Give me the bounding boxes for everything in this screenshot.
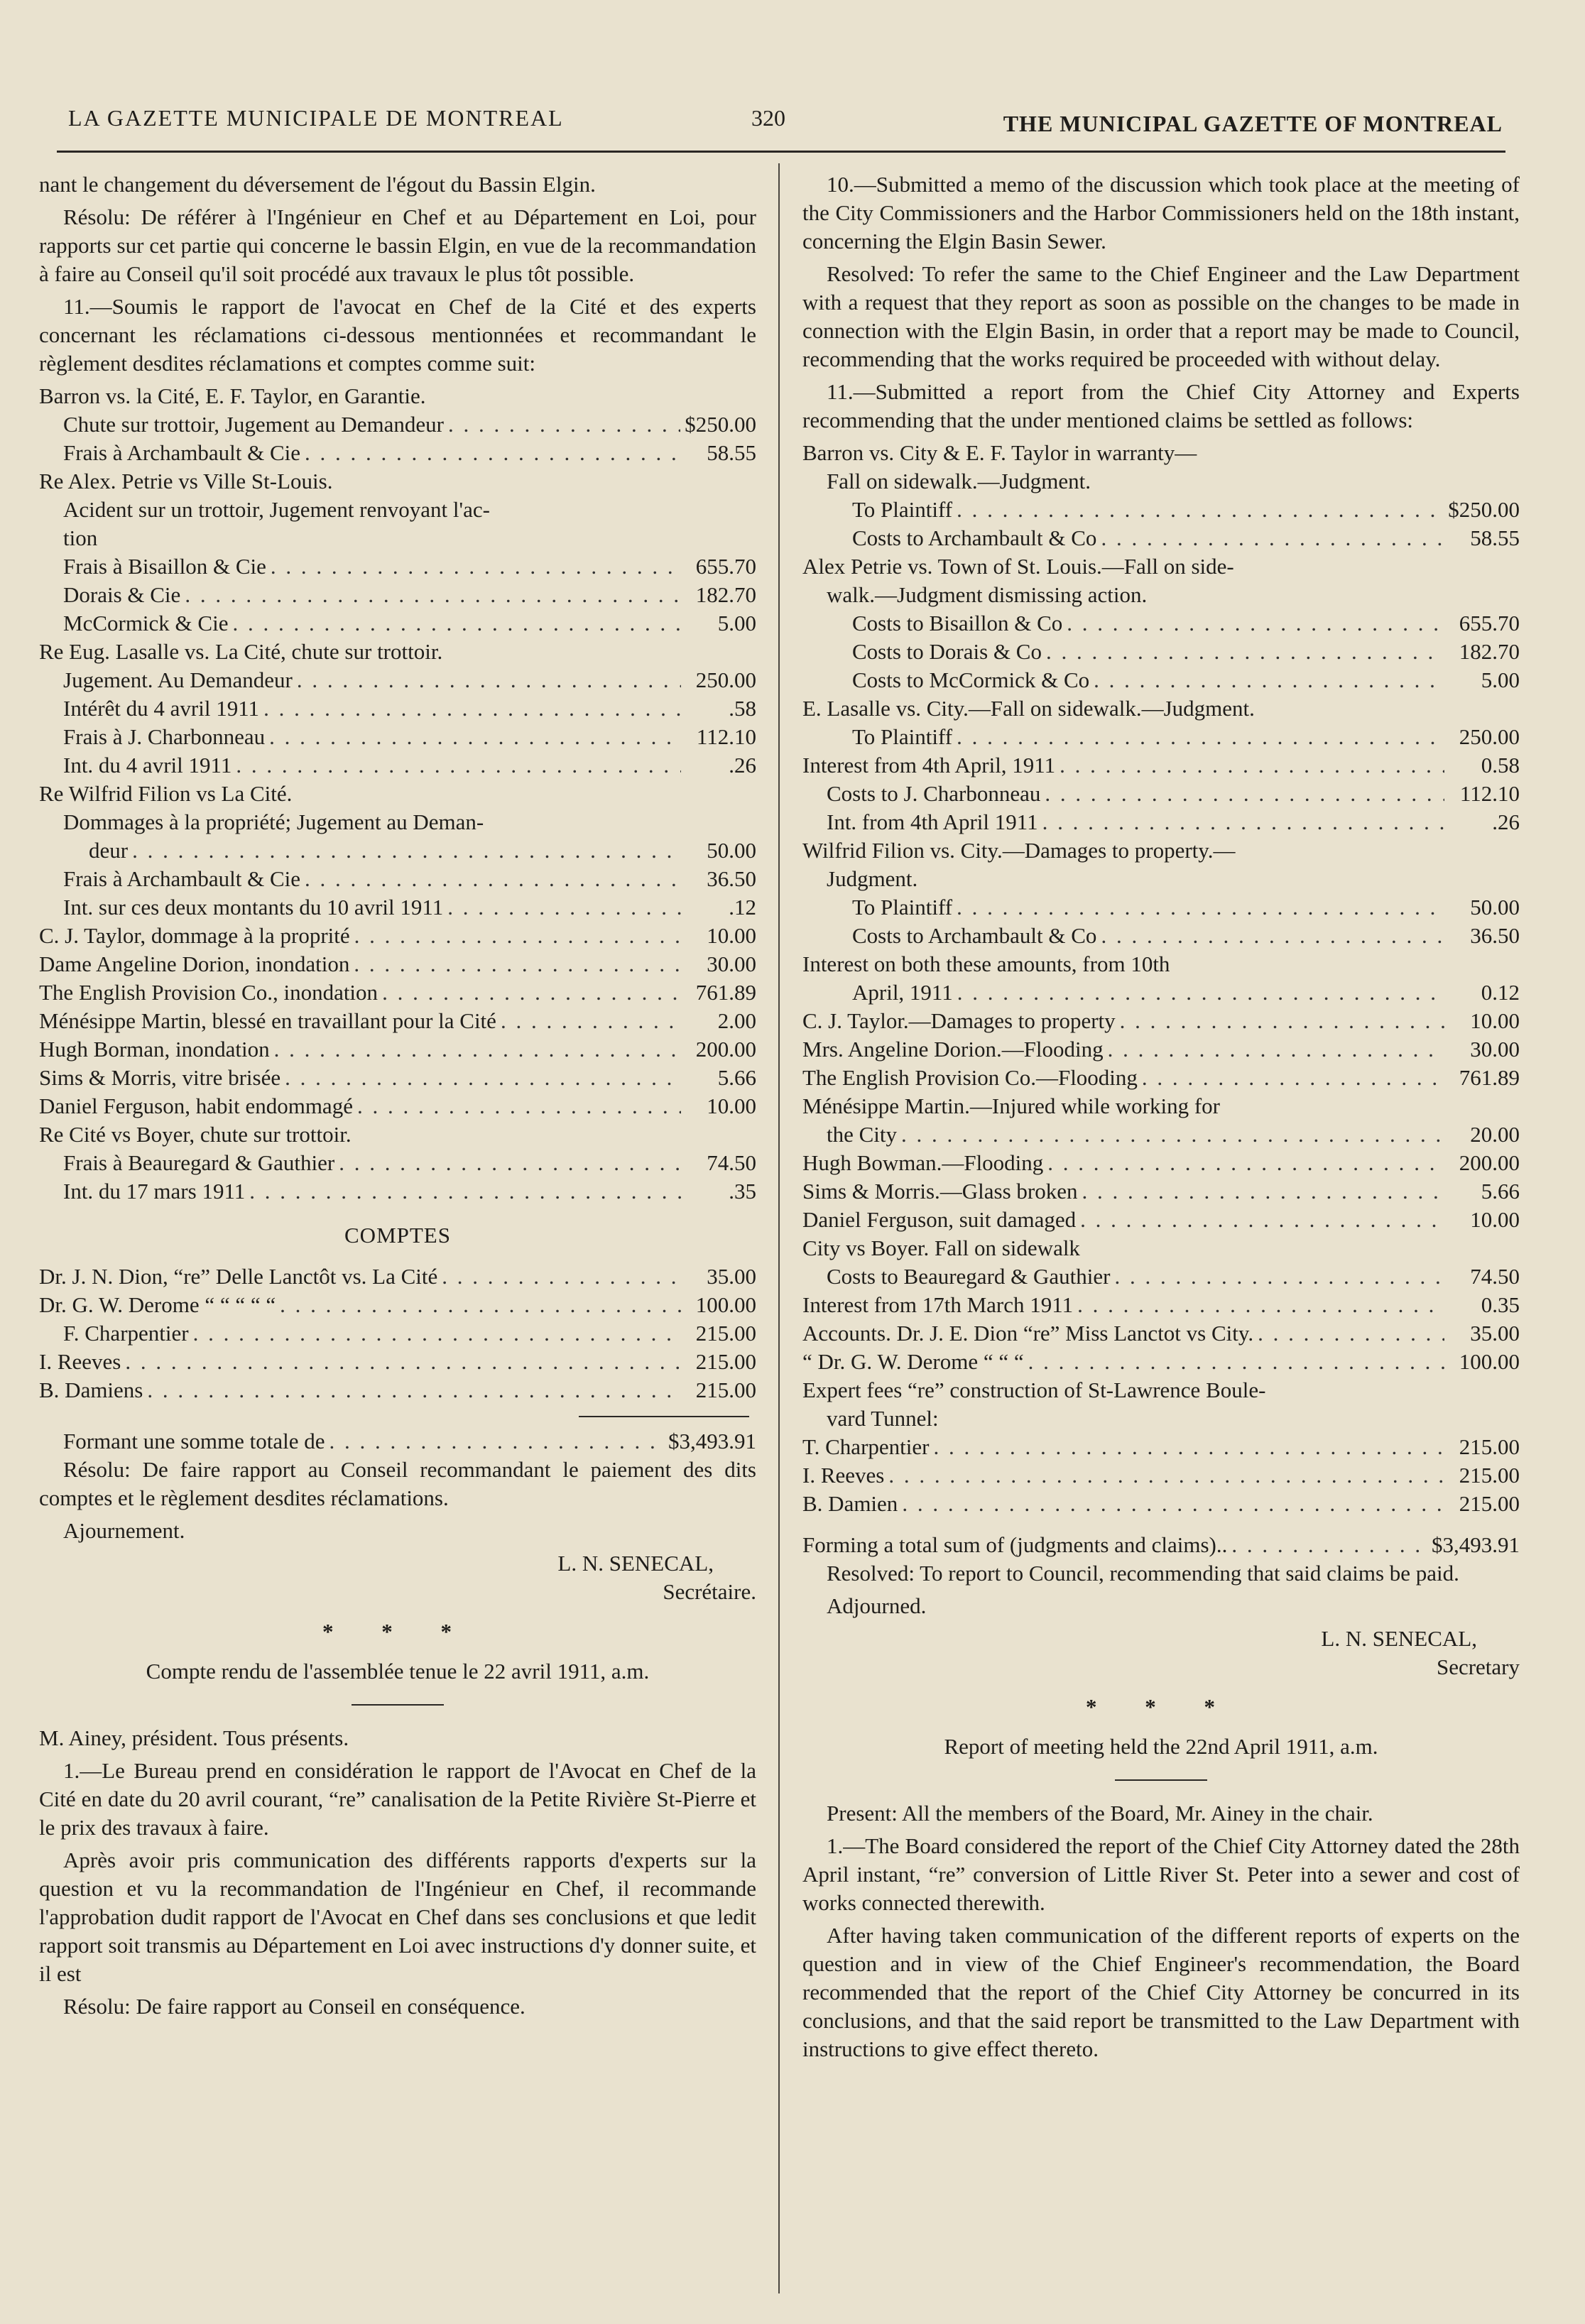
column-divider	[778, 163, 780, 2293]
claim-line: Sims & Morris.—Glass broken . . . 5.66	[802, 1177, 1520, 1206]
claim-line: Chute sur trottoir, Jugement au Demandeur . . . $250.00	[39, 410, 756, 439]
case-heading: Wilfrid Filion vs. City.—Damages to property.—	[802, 838, 1236, 863]
paragraph: 1.—The Board considered the report of the Chief City Attorney dated the 28th April instant, “re” conversion of Little River St. Peter into a sewer and cost of works connected therewith.	[802, 1833, 1520, 1915]
case-text: Fall on sidewalk.—Judgment.	[827, 469, 1091, 493]
total-line: Forming a total sum of (judgments and claims).. . . . $3,493.91	[802, 1531, 1520, 1559]
paragraph: 10.—Submitted a memo of the discussion which took place at the meeting of the City Commissioners and the Harbor Commissioners held on the 18th instant, concerning the Elgin Basin Sewer.	[802, 172, 1520, 253]
claim-line: C. J. Taylor, dommage à la proprité . . . 10.00	[39, 922, 756, 950]
claim-line: Sims & Morris, vitre brisée . . . 5.66	[39, 1064, 756, 1092]
case-text: vard Tunnel:	[827, 1406, 939, 1431]
signature-name: L. N. SENECAL,	[1321, 1626, 1477, 1651]
account-line: Accounts. Dr. J. E. Dion “re” Miss Lanctot vs City. . . . 35.00	[802, 1319, 1520, 1348]
claim-line: deur . . . 50.00	[39, 836, 756, 865]
account-line: T. Charpentier . . . 215.00	[802, 1433, 1520, 1461]
claim-line: Costs to Archambault & Co . . . 36.50	[802, 922, 1520, 950]
case-text: Ménésippe Martin.—Injured while working for	[802, 1093, 1221, 1118]
section-title: COMPTES	[344, 1223, 451, 1248]
claim-line: Dorais & Cie . . . 182.70	[39, 581, 756, 609]
case-text: walk.—Judgment dismissing action.	[827, 582, 1148, 607]
claim-line: Ménésippe Martin, blessé en travaillant pour la Cité . . . 2.00	[39, 1007, 756, 1035]
claim-line: Frais à Beauregard & Gauthier . . . 74.50	[39, 1149, 756, 1177]
paragraph: Après avoir pris communication des différents rapports d'experts sur la question et vu la recommandation de l'Ingénieur en Chef, il recommande l'approbation dudit rapport de l'Avocat en Chef dans ses conclusions et que ledit rapport soit transmis au Département en Loi avec instructions d'y donner suite, et il est	[39, 1848, 756, 1986]
case-text: Dommages à la propriété; Jugement au Deman-	[63, 809, 484, 834]
claim-line: Int. from 4th April 1911 . . . .26	[802, 808, 1520, 836]
page-header	[68, 98, 1503, 141]
case-heading: Barron vs. City & E. F. Taylor in warranty—	[802, 440, 1197, 465]
case-heading: E. Lasalle vs. City.—Fall on sidewalk.—Judgment.	[802, 696, 1255, 721]
account-line: B. Damiens . . . 215.00	[39, 1376, 756, 1404]
claim-line: To Plaintiff . . . 50.00	[802, 893, 1520, 922]
header-french-title: LA GAZETTE MUNICIPALE DE MONTREAL	[68, 105, 564, 131]
case-text: Interest on both these amounts, from 10th	[802, 951, 1170, 976]
account-line: “ Dr. G. W. Derome “ “ “ . . . 100.00	[802, 1348, 1520, 1376]
total-line: Formant une somme totale de . . . $3,493.91	[39, 1427, 756, 1456]
claim-line: Intérêt du 4 avril 1911 . . . .58	[39, 694, 756, 723]
french-column	[39, 170, 756, 2025]
case-heading: Re Alex. Petrie vs Ville St-Louis.	[39, 469, 333, 493]
paragraph: Ajournement.	[63, 1518, 185, 1543]
claim-line: The English Provision Co., inondation . . . 761.89	[39, 978, 756, 1007]
claim-line: Costs to McCormick & Co . . . 5.00	[802, 666, 1520, 694]
paragraph: M. Ainey, président. Tous présents.	[39, 1725, 349, 1750]
claim-line: C. J. Taylor.—Damages to property . . . 10.00	[802, 1007, 1520, 1035]
claim-line: Daniel Ferguson, suit damaged . . . 10.00	[802, 1206, 1520, 1234]
claim-line: Int. du 17 mars 1911 . . . .35	[39, 1177, 756, 1206]
account-line: I. Reeves . . . 215.00	[802, 1461, 1520, 1490]
claim-line: the City . . . 20.00	[802, 1120, 1520, 1149]
claim-line: Jugement. Au Demandeur . . . 250.00	[39, 666, 756, 694]
claim-line: Interest from 4th April, 1911 . . . 0.58	[802, 751, 1520, 780]
claim-line: The English Provision Co.—Flooding . . . 761.89	[802, 1064, 1520, 1092]
paragraph: Résolu: De faire rapport au Conseil recommandant le paiement des dits comptes et le règlement desdites réclamations.	[39, 1457, 756, 1510]
separator-stars: * * *	[322, 1619, 473, 1644]
claim-line: Daniel Ferguson, habit endommagé . . . 10.00	[39, 1092, 756, 1120]
case-heading: Barron vs. la Cité, E. F. Taylor, en Garantie.	[39, 383, 426, 408]
short-rule	[1115, 1779, 1207, 1781]
paragraph: 11.—Soumis le rapport de l'avocat en Chef de la Cité et des experts concernant les réclamations ci-dessous mentionnées et recommandant le règlement desdites réclamations et comptes comme suit:	[39, 294, 756, 376]
report-title: Compte rendu de l'assemblée tenue le 22 avril 1911, a.m.	[146, 1659, 650, 1684]
account-line: F. Charpentier . . . 215.00	[39, 1319, 756, 1348]
total-rule	[579, 1416, 749, 1417]
page-number: 320	[751, 105, 785, 131]
claim-line: Interest from 17th March 1911 . . . 0.35	[802, 1291, 1520, 1319]
claim-line: McCormick & Cie . . . 5.00	[39, 609, 756, 638]
short-rule	[352, 1704, 444, 1706]
claim-line: Hugh Borman, inondation . . . 200.00	[39, 1035, 756, 1064]
case-text: Acident sur un trottoir, Jugement renvoyant l'ac-	[63, 497, 490, 522]
signature-title: Secretary	[1436, 1654, 1520, 1679]
claim-line: To Plaintiff . . . $250.00	[802, 496, 1520, 524]
separator-stars: * * *	[1086, 1694, 1236, 1719]
case-text: tion	[63, 525, 98, 550]
paragraph: Adjourned.	[827, 1593, 927, 1618]
account-line: Dr. G. W. Derome “ “ “ “ “ . . . 100.00	[39, 1291, 756, 1319]
paragraph: Résolu: De référer à l'Ingénieur en Chef et au Département en Loi, pour rapports sur cet partie qui concerne le bassin Elgin, en vue de la recommandation à faire au Conseil qu'il soit procédé aux travaux le plus tôt possible.	[39, 204, 756, 286]
account-line: B. Damien . . . 215.00	[802, 1490, 1520, 1518]
claim-line: Frais à Archambault & Cie . . . 36.50	[39, 865, 756, 893]
case-heading: Re Wilfrid Filion vs La Cité.	[39, 781, 293, 806]
case-heading: Alex Petrie vs. Town of St. Louis.—Fall on side-	[802, 554, 1234, 579]
paragraph: Present: All the members of the Board, Mr. Ainey in the chair.	[827, 1801, 1373, 1826]
report-title: Report of meeting held the 22nd April 1911, a.m.	[944, 1734, 1378, 1759]
claim-line: Int. sur ces deux montants du 10 avril 1911 . . . .12	[39, 893, 756, 922]
english-column	[802, 170, 1520, 2068]
signature-name: L. N. SENECAL,	[557, 1551, 714, 1576]
paragraph: nant le changement du déversement de l'égout du Bassin Elgin.	[39, 172, 596, 197]
claim-line: Costs to Archambault & Co . . . 58.55	[802, 524, 1520, 552]
claim-line: To Plaintiff . . . 250.00	[802, 723, 1520, 751]
header-rule	[57, 151, 1505, 153]
paragraph: Resolved: To report to Council, recommending that said claims be paid.	[827, 1561, 1459, 1586]
claim-line: Mrs. Angeline Dorion.—Flooding . . . 30.00	[802, 1035, 1520, 1064]
paragraph: Résolu: De faire rapport au Conseil en conséquence.	[63, 1994, 525, 2019]
case-heading: Re Cité vs Boyer, chute sur trottoir.	[39, 1122, 352, 1147]
claim-line: Costs to Bisaillon & Co . . . 655.70	[802, 609, 1520, 638]
claim-line: April, 1911 . . . 0.12	[802, 978, 1520, 1007]
claim-line: Frais à Bisaillon & Cie . . . 655.70	[39, 552, 756, 581]
paragraph: Resolved: To refer the same to the Chief Engineer and the Law Department with a request that they report as soon as possible on the changes to be made in connection with the Elgin Basin, in order that a report may be made to Council, recommending that the works required be proceeded with without delay.	[802, 261, 1520, 371]
claim-line: Dame Angeline Dorion, inondation . . . 30.00	[39, 950, 756, 978]
claim-line: Hugh Bowman.—Flooding . . . 200.00	[802, 1149, 1520, 1177]
case-heading: Re Eug. Lasalle vs. La Cité, chute sur trottoir.	[39, 639, 443, 664]
claim-line: Costs to J. Charbonneau . . . 112.10	[802, 780, 1520, 808]
case-heading: City vs Boyer. Fall on sidewalk	[802, 1235, 1080, 1260]
account-line: I. Reeves . . . 215.00	[39, 1348, 756, 1376]
paragraph: 1.—Le Bureau prend en considération le rapport de l'Avocat en Chef de la Cité en date du 20 avril courant, “re” canalisation de la Petite Rivière St-Pierre et le prix des travaux à faire.	[39, 1758, 756, 1840]
paragraph: 11.—Submitted a report from the Chief City Attorney and Experts recommending that the under mentioned claims be settled as follows:	[802, 379, 1520, 432]
case-text: Judgment.	[827, 866, 918, 891]
account-line: Dr. J. N. Dion, “re” Delle Lanctôt vs. La Cité . . . 35.00	[39, 1262, 756, 1291]
claim-line: Costs to Dorais & Co . . . 182.70	[802, 638, 1520, 666]
signature-title: Secrétaire.	[663, 1579, 756, 1604]
claim-line: Costs to Beauregard & Gauthier . . . 74.50	[802, 1262, 1520, 1291]
claim-line: Int. du 4 avril 1911 . . . .26	[39, 751, 756, 780]
claim-line: Frais à Archambault & Cie . . . 58.55	[39, 439, 756, 467]
case-text: Expert fees “re” construction of St-Lawrence Boule-	[802, 1378, 1266, 1402]
paragraph: After having taken communication of the different reports of experts on the question and in view of the Chief Engineer's recommendation, the Board recommended that the report of the Chief City Attorney be concurred in its conclusions, and that the said report be transmitted to the Law Department with instructions to give effect thereto.	[802, 1923, 1520, 2061]
claim-line: Frais à J. Charbonneau . . . 112.10	[39, 723, 756, 751]
header-english-title: THE MUNICIPAL GAZETTE OF MONTREAL	[1003, 111, 1503, 136]
